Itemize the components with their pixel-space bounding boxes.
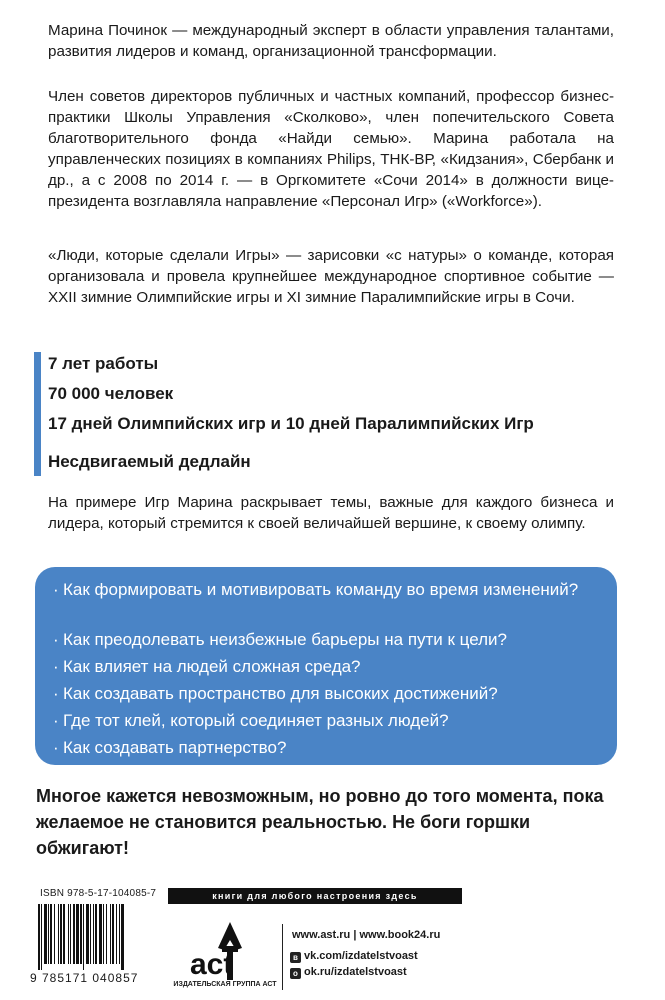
barcode-bar [58, 904, 59, 964]
publisher-logo [178, 916, 268, 986]
barcode-bar [44, 904, 47, 964]
footer-divider [282, 924, 283, 990]
question-item: · Как преодолевать неизбежные барьеры на пути к цели? [53, 630, 507, 649]
fact-people: 70 000 человек [48, 384, 174, 403]
tagline-banner: книги для любого настроения здесь [168, 888, 462, 904]
barcode-bar [73, 904, 75, 964]
publisher-name: ИЗДАТЕЛЬСКАЯ ГРУППА АСТ [173, 981, 277, 988]
barcode-bar [50, 904, 52, 964]
lead-paragraph: На примере Игр Марина раскрывает темы, важные для каждого бизнеса и лидера, который стремится к своей величайшей вершине, к своему олимпу. [48, 494, 614, 532]
barcode-bar [116, 904, 117, 964]
author-intro: Марина Починок — международный эксперт в области управления талантами, развития лидеров и команд, организационной трансформации. [48, 22, 614, 60]
key-facts [34, 352, 634, 476]
author-bio: Член советов директоров публичных и частных компаний, профессор бизнес-практики Школы Управления «Сколково», член попечительского Совета благотворительного фонда «Найди семью». Марина работала на управленческих позициях в компаниях Philips, ТНК-ВР, «Кидзания», Сбербанк и др., а с 2008 по 2014 г. — в Оргкомитете «Сочи 2014» в должности вице-президента возглавляла направление «Персонал Игр» («Workforce»). [48, 88, 614, 210]
question-item: · Как формировать и мотивировать команду во время изменений? [53, 580, 579, 599]
barcode-bar [38, 904, 40, 970]
fact-days: 17 дней Олимпийских игр и 10 дней Паралимпийских Игр [48, 414, 534, 433]
logo-text: act [190, 948, 234, 981]
barcode-bar [90, 904, 91, 964]
facts-accent-bar [34, 352, 41, 476]
vk-link[interactable]: в vk.com/izdatelstvoast [290, 950, 418, 963]
barcode-bar [119, 904, 120, 964]
barcode-bar [99, 904, 102, 964]
ok-link[interactable]: о ok.ru/izdatelstvoast [290, 966, 407, 979]
barcode-bar [106, 904, 107, 964]
barcode-bar [110, 904, 111, 964]
book-summary: «Люди, которые сделали Игры» — зарисовки «с натуры» о команде, которая организовала и провела крупнейшее международное спортивное событие — XXII зимние Олимпийские игры и XI зимние Паралимпийские игры в Сочи. [48, 247, 614, 306]
question-item: · Как создавать партнерство? [53, 738, 287, 757]
fact-years: 7 лет работы [48, 354, 159, 373]
barcode-bar [54, 904, 55, 964]
barcode-bar [63, 904, 65, 964]
barcode-bar [76, 904, 79, 964]
fact-deadline: Несдвигаемый дедлайн [48, 452, 251, 471]
barcode-bar [48, 904, 49, 964]
ok-icon: о [290, 968, 301, 979]
barcode-bar [80, 904, 82, 964]
barcode-bar [70, 904, 71, 964]
barcode-bar [93, 904, 94, 964]
question-item: · Как создавать пространство для высоких достижений? [53, 684, 498, 703]
barcode-bar [95, 904, 97, 964]
barcode-bar [121, 904, 124, 970]
closing-quote: Многое кажется невозможным, но ровно до того момента, пока желаемое не становится реальностью. Не боги горшки обжигают! [36, 786, 604, 858]
barcode-bar [86, 904, 89, 964]
barcode-bar [112, 904, 114, 964]
question-item: · Как влияет на людей сложная среда? [53, 657, 361, 676]
barcode [32, 904, 162, 970]
barcode-bar [83, 904, 84, 970]
isbn: ISBN 978-5-17-104085-7 [40, 888, 157, 899]
barcode-bar [60, 904, 62, 964]
questions-box [35, 567, 617, 765]
barcode-bar [68, 904, 69, 964]
barcode-number: 9 785171 040857 [30, 971, 139, 985]
vk-icon: в [290, 952, 301, 963]
barcode-bar [41, 904, 42, 970]
question-item: · Где тот клей, который соединяет разных людей? [53, 711, 449, 730]
website-links[interactable]: www.ast.ru | www.book24.ru [292, 929, 441, 941]
barcode-bar [103, 904, 104, 964]
